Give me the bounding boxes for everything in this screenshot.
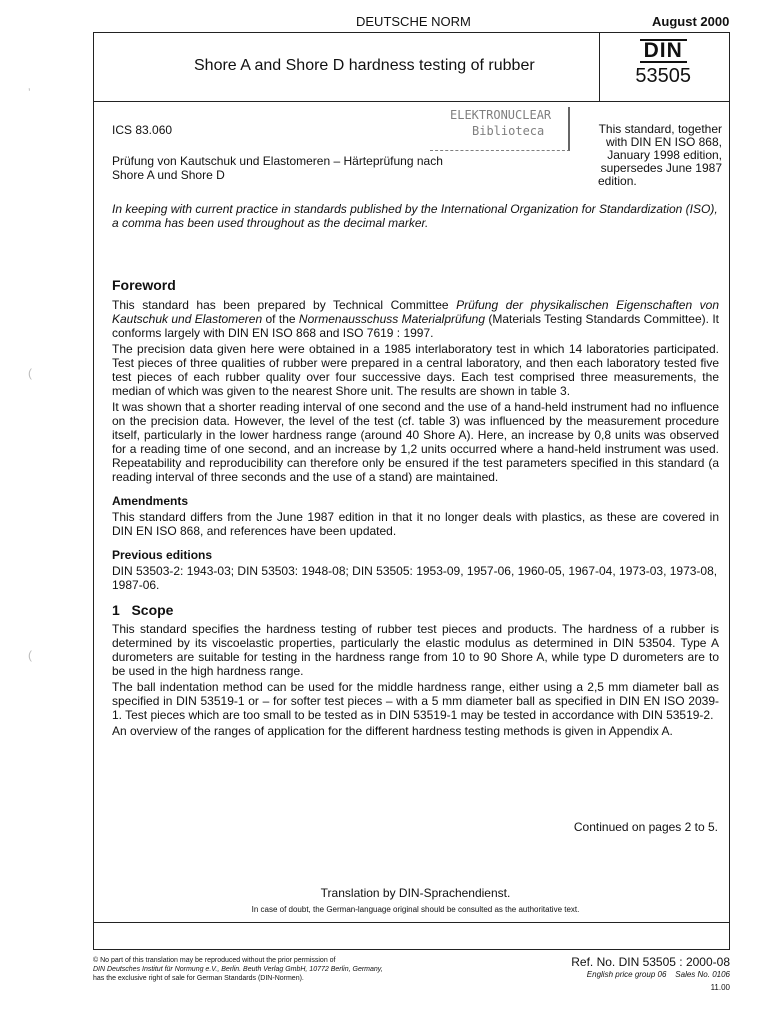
supersedes-line: supersedes June 1987	[600, 161, 722, 175]
copyright-notice	[93, 956, 473, 983]
stamp-line1: ELEKTRONUCLEAR	[450, 108, 552, 122]
document-body	[112, 277, 719, 738]
stamp-line2: Biblioteca	[472, 124, 545, 138]
scope-paragraph: This standard specifies the hardness testing of rubber test pieces and products. The hardness of a rubber is determined by its viscoelastic properties, particularly the elastic modulus as determined in DIN 53504. Type A durometers are suitable for testing in the hardness range from 10 to 90 Shore A, while type D durometers are to be used in the high hardness range.	[112, 622, 719, 678]
scope-paragraph: The ball indentation method can be used for the middle hardness range, either using a 2,5 mm diameter ball as specified in DIN 53519-1 or – for softer test pieces – with a 5 mm diameter ball as specified in DIN EN ISO 2039-1. Test pieces which are too small to be tested as in DIN 53519-1 may be tested in accordance with DIN 53519-2.	[112, 680, 719, 722]
translation-note: Translation by DIN-Sprachendienst.	[320, 886, 511, 900]
title-cell	[94, 33, 600, 101]
ics-code: ICS 83.060	[112, 123, 173, 137]
foreword-text: (Materials Testing Standards Committee). It conforms largely with DIN EN ISO 868 and ISO 7619 : 1997.	[112, 312, 719, 340]
copyright-line: has the exclusive right of sale for German Standards (DIN-Normen).	[93, 975, 304, 982]
german-title-line2: Shore A und Shore D	[112, 168, 225, 182]
publication-date: August 2000	[652, 14, 730, 29]
continued-note: Continued on pages 2 to 5.	[573, 820, 718, 834]
supersedes-line: January 1998 edition,	[607, 148, 722, 162]
foreword-text: This standard has been prepared by Technical Committee	[112, 298, 457, 312]
committee-name: Prüfung der physikalischen Eigenschaften von Kautschuk und Elastomeren	[112, 298, 720, 326]
footer-band	[93, 922, 730, 950]
din-number: 53505	[635, 65, 691, 87]
print-code: 11.00	[710, 983, 730, 992]
scope-paragraph: An overview of the ranges of application for the different hardness testing methods is given in Appendix A.	[112, 724, 673, 738]
standard-type: DEUTSCHE NORM	[356, 14, 471, 29]
supersedes-line: This standard, together	[598, 122, 722, 136]
library-stamp	[430, 107, 570, 151]
price-group: English price group 06 Sales No. 0106	[586, 970, 730, 979]
doubt-note: In case of doubt, the German-language original should be consulted as the authoritative text.	[251, 905, 580, 914]
din-logo-word: DIN	[640, 39, 687, 63]
foreword-heading: Foreword	[112, 277, 176, 293]
foreword-paragraph	[112, 298, 719, 340]
supersedes-line: with DIN EN ISO 868,	[605, 135, 722, 149]
document-title: Shore A and Shore D hardness testing of rubber	[194, 57, 535, 74]
amendments-text: This standard differs from the June 1987 edition in that it no longer deals with plastics, as these are covered in DIN EN ISO 868, and references have been updated.	[112, 510, 719, 538]
reference-number: Ref. No. DIN 53505 : 2000-08	[571, 955, 730, 969]
copyright-line: © No part of this translation may be reproduced without the prior permission of	[93, 957, 336, 964]
foreword-text: of the	[262, 312, 299, 326]
title-row	[94, 33, 729, 102]
scope-heading: 1 Scope	[112, 602, 174, 618]
din-logo	[635, 39, 691, 88]
supersedes-line: edition.	[598, 174, 637, 188]
german-title-line1: Prüfung von Kautschuk und Elastomeren – Härteprüfung nach	[112, 154, 443, 168]
scan-mark: ʼ	[28, 86, 31, 100]
standards-committee-name: Normenausschuss Materialprüfung	[298, 312, 486, 326]
amendments-heading: Amendments	[112, 494, 189, 508]
copyright-line: DIN Deutsches Institut für Normung e.V., Berlin. Beuth Verlag GmbH, 10772 Berlin, Germany,	[93, 966, 383, 973]
foreword-paragraph: The precision data given here were obtained in a 1985 interlaboratory test in which 14 laboratories participated. Test pieces of three qualities of rubber were prepared in a central laboratory, and then each laboratory tested five test pieces of each rubber quality over four successive days. Each test comprised three measurements, the median of which was given to the nearest Shore unit. The results are shown in table 3.	[112, 342, 719, 398]
decimal-marker-note: In keeping with current practice in standards published by the International Organization for Standardization (ISO), a comma has been used throughout as the decimal marker.	[112, 202, 718, 230]
foreword-paragraph: It was shown that a shorter reading interval of one second and the use of a hand-held instrument had no influence on the precision data. However, the level of the test (cf. table 3) was influenced by the measurement procedure itself, particularly in the lower hardness range (around 40 Shore A). Here, an increase by 0,8 units was observed for a reading time of one second, and an increase by 1,2 units occurred where a hand-held instrument was used. Repeatability and reproducibility can therefore only be ensured if the test parameters specified in this standard (a reading interval of three seconds and the use of a stand) are maintained.	[112, 400, 719, 484]
previous-editions-heading: Previous editions	[112, 548, 213, 562]
previous-editions-text: DIN 53503-2: 1943-03; DIN 53503: 1948-08; DIN 53505: 1953-09, 1957-06, 1960-05, 1967-04, 1973-03, 1973-08, 1987-06.	[112, 564, 718, 592]
scan-mark: (	[28, 648, 32, 662]
german-title	[112, 154, 443, 182]
scan-mark: (	[28, 366, 32, 380]
supersedes-note	[580, 123, 722, 188]
